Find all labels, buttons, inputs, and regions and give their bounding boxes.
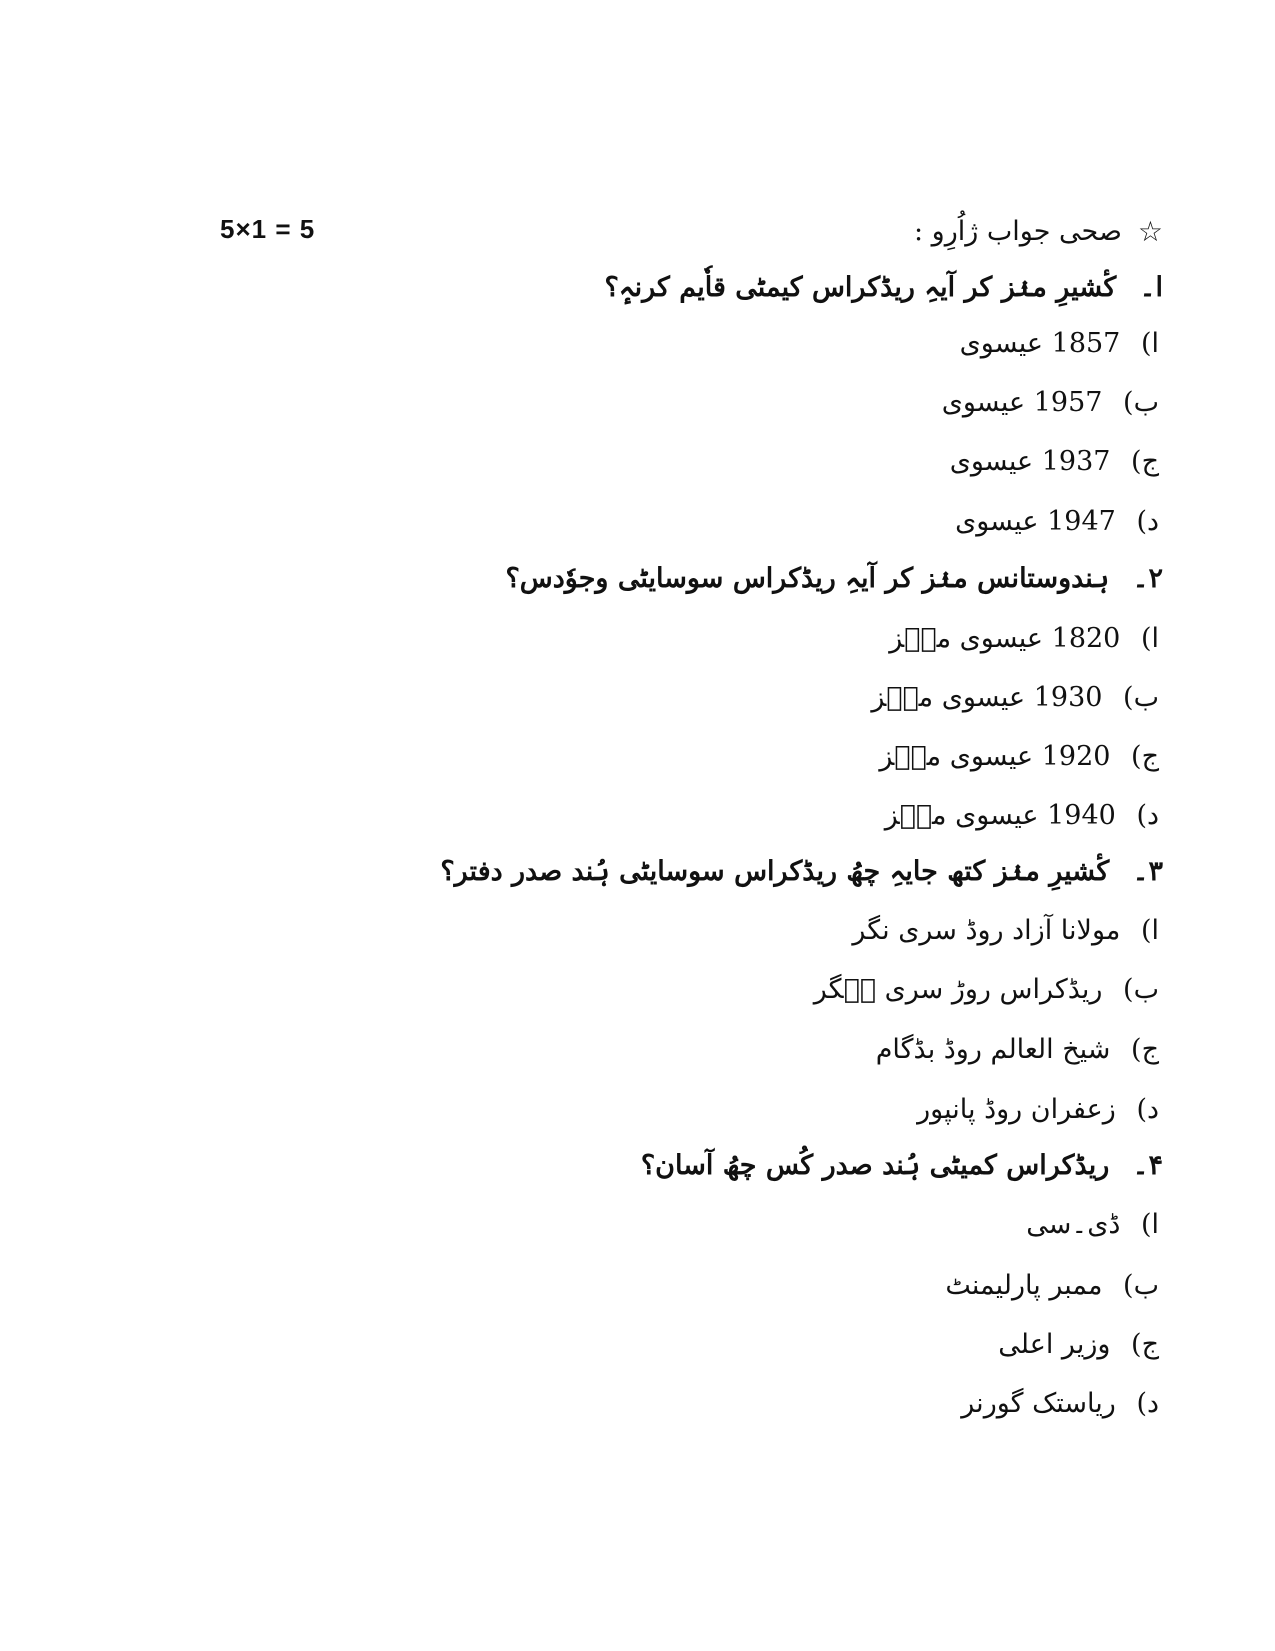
marks-label: 5×1 = 5 xyxy=(220,214,316,244)
option-4b xyxy=(945,1266,1159,1306)
option-text: عیسوی xyxy=(959,328,1044,359)
option-3a xyxy=(852,911,1159,951)
option-text: عیسوی منٛز xyxy=(871,682,1026,713)
option-3c xyxy=(876,1030,1159,1070)
option-label: د) xyxy=(1136,800,1159,831)
option-4c xyxy=(998,1325,1159,1365)
option-text: وزیر اعلی xyxy=(998,1329,1111,1360)
option-1d xyxy=(955,502,1159,542)
option-text: ریڈکراس روڑ سری نٟگر xyxy=(813,974,1103,1005)
question-number: ا۔ xyxy=(1139,272,1163,303)
option-label: ا) xyxy=(1140,623,1159,654)
option-2c xyxy=(879,737,1159,777)
option-year: 1937 xyxy=(1041,446,1111,477)
option-3b xyxy=(814,970,1159,1010)
option-year: 1857 xyxy=(1051,328,1121,359)
question-number: ۴۔ xyxy=(1132,1150,1163,1181)
option-label: ب) xyxy=(1123,387,1159,418)
question-number: ۲۔ xyxy=(1132,563,1163,594)
option-label: ا) xyxy=(1140,915,1159,946)
section-header xyxy=(914,216,1163,247)
question-1 xyxy=(604,268,1163,308)
option-text: زعفران روڈ پانپور xyxy=(917,1094,1116,1125)
option-label: ا) xyxy=(1140,328,1159,359)
option-text: مولانا آزاد روڈ سری نگر xyxy=(852,915,1121,946)
question-text: کٔشیرِ منٛز کتھ جایہِ چھُ ریڈکراس سوسایٹی ہُند صدر دفتر؟ xyxy=(440,856,1110,887)
instruction-text: صحی جواب ژاُرِو : xyxy=(914,216,1122,247)
option-text: ڈی۔سی xyxy=(1026,1209,1121,1240)
question-number: ۳۔ xyxy=(1132,856,1163,887)
option-text: ممبر پارلیمنٹ xyxy=(945,1270,1103,1301)
star-icon: ☆ xyxy=(1137,214,1163,248)
option-year: 1820 xyxy=(1051,623,1121,654)
option-year: 1930 xyxy=(1033,682,1103,713)
option-label: د) xyxy=(1136,1388,1159,1419)
option-label: د) xyxy=(1136,1094,1159,1125)
option-text: ریاستک گورنر xyxy=(961,1388,1116,1419)
question-4 xyxy=(641,1146,1163,1186)
option-label: ب) xyxy=(1123,682,1159,713)
option-text: شیخ العالم روڈ بڈگام xyxy=(875,1034,1111,1065)
option-label: ا) xyxy=(1140,1209,1159,1240)
option-year: 1957 xyxy=(1033,387,1103,418)
option-label: د) xyxy=(1136,506,1159,537)
option-2d xyxy=(885,796,1159,836)
question-text: کٔشیرِ منٛز کر آیہِ ریڈکراس کیمٹی قاٗیم کرنہٕ؟ xyxy=(604,272,1117,303)
option-1a xyxy=(960,324,1159,364)
question-3 xyxy=(440,852,1163,892)
option-text: عیسوی xyxy=(949,446,1034,477)
option-4d xyxy=(961,1384,1159,1424)
option-label: ب) xyxy=(1123,974,1159,1005)
option-label: ج) xyxy=(1131,741,1159,772)
option-year: 1920 xyxy=(1041,741,1111,772)
option-text: عیسوی منٛز xyxy=(884,800,1039,831)
option-4a xyxy=(1026,1205,1159,1245)
option-label: ب) xyxy=(1123,1270,1159,1301)
option-3d xyxy=(917,1090,1159,1130)
option-2b xyxy=(871,678,1159,718)
option-year: 1940 xyxy=(1047,800,1116,831)
option-1c xyxy=(950,442,1159,482)
option-text: عیسوی xyxy=(941,387,1026,418)
option-text: عیسوی منٛز xyxy=(889,623,1044,654)
option-year: 1947 xyxy=(1047,506,1116,537)
option-text: عیسوی منٛز xyxy=(879,741,1034,772)
option-label: ج) xyxy=(1131,1034,1159,1065)
option-label: ج) xyxy=(1131,1329,1159,1360)
question-text: ہندوستانس منٛز کر آیہِ ریڈکراس سوسایٹی وجوٗدس؟ xyxy=(505,563,1110,594)
option-label: ج) xyxy=(1131,446,1159,477)
option-1b xyxy=(942,383,1159,423)
option-text: عیسوی xyxy=(955,506,1039,537)
question-2 xyxy=(505,559,1163,599)
option-2a xyxy=(889,619,1159,659)
question-text: ریڈکراس کمیٹی ہُند صدر کُس چھُ آسان؟ xyxy=(640,1150,1110,1181)
